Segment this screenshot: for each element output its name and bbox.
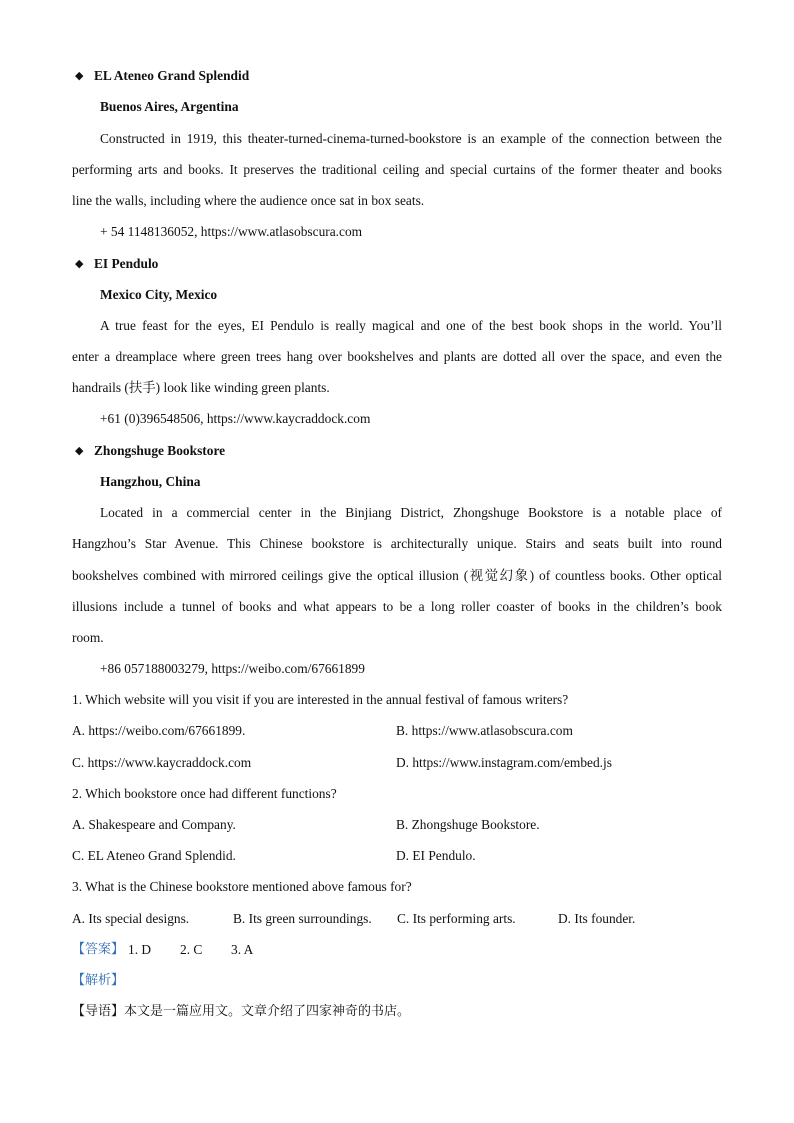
store-description-line: Constructed in 1919, this theater-turned-cinema-turned-bookstore is an example of the connection between the bbox=[100, 131, 722, 146]
store-description-line: performing arts and books. It preserves the traditional ceiling and special curtains of the former theater and books bbox=[72, 162, 722, 177]
bullet-icon: ◆ bbox=[75, 445, 84, 457]
question-text: 2. Which bookstore once had different functions? bbox=[72, 786, 337, 801]
store-description-line: illusions include a tunnel of books and what appears to be a long roller coaster of books in the children’s book bbox=[72, 599, 722, 614]
option-d: D. https://www.instagram.com/embed.js bbox=[396, 755, 612, 770]
store-description-line: line the walls, including where the audience once sat in box seats. bbox=[72, 193, 425, 208]
option-c: C. EL Ateneo Grand Splendid. bbox=[72, 848, 236, 863]
store-description-line: A true feast for the eyes, EI Pendulo is really magical and one of the best book shops in the world. You’ll bbox=[100, 318, 722, 333]
store-contact: +86 057188003279, https://weibo.com/67661899 bbox=[100, 661, 365, 676]
store-city: Buenos Aires, Argentina bbox=[100, 99, 239, 114]
question-text: 1. Which website will you visit if you are interested in the annual festival of famous writers? bbox=[72, 692, 569, 707]
option-a: A. https://weibo.com/67661899. bbox=[72, 723, 246, 738]
option-d: D. Its founder. bbox=[558, 911, 636, 926]
store-description-line: bookshelves combined with mirrored ceilings give the optical illusion (视觉幻象) of countless books. Other optical bbox=[72, 568, 722, 583]
question-text: 3. What is the Chinese bookstore mentioned above famous for? bbox=[72, 879, 412, 894]
option-d: D. EI Pendulo. bbox=[396, 848, 476, 863]
option-a: A. Its special designs. bbox=[72, 911, 190, 926]
store-name: EL Ateneo Grand Splendid bbox=[94, 68, 250, 83]
option-c: C. https://www.kaycraddock.com bbox=[72, 755, 252, 770]
store-description-line: handrails (扶手) look like winding green plants. bbox=[72, 380, 330, 395]
analysis-label: 【解析】 bbox=[72, 973, 125, 988]
bullet-icon: ◆ bbox=[75, 258, 84, 270]
store-name: Zhongshuge Bookstore bbox=[94, 443, 226, 458]
option-b: B. Its green surroundings. bbox=[233, 911, 372, 926]
store-contact: +61 (0)396548506, https://www.kaycraddock.com bbox=[100, 411, 371, 426]
option-a: A. Shakespeare and Company. bbox=[72, 817, 236, 832]
answer-label: 【答案】 bbox=[72, 942, 125, 957]
store-description-line: Hangzhou’s Star Avenue. This Chinese bookstore is architecturally unique. Stairs and seats built into round bbox=[72, 536, 722, 551]
guide-text: 本文是一篇应用文。文章介绍了四家神奇的书店。 bbox=[124, 1004, 411, 1019]
answer-item: 1. D bbox=[128, 942, 152, 957]
option-b: B. Zhongshuge Bookstore. bbox=[396, 817, 540, 832]
option-c: C. Its performing arts. bbox=[397, 911, 516, 926]
option-b: B. https://www.atlasobscura.com bbox=[396, 723, 573, 738]
store-city: Mexico City, Mexico bbox=[100, 287, 218, 302]
store-name: EI Pendulo bbox=[94, 256, 159, 271]
guide-label: 【导语】 bbox=[72, 1004, 125, 1019]
store-description-line: enter a dreamplace where green trees hang over bookshelves and plants are dotted all over the space, and even the bbox=[72, 349, 722, 364]
answer-item: 3. A bbox=[231, 942, 254, 957]
answer-item: 2. C bbox=[180, 942, 203, 957]
store-city: Hangzhou, China bbox=[100, 474, 201, 489]
store-contact: + 54 1148136052, https://www.atlasobscura.com bbox=[100, 224, 363, 239]
store-description-line: room. bbox=[72, 630, 104, 645]
store-description-line: Located in a commercial center in the Binjiang District, Zhongshuge Bookstore is a notable place of bbox=[100, 505, 722, 520]
bullet-icon: ◆ bbox=[75, 70, 84, 82]
